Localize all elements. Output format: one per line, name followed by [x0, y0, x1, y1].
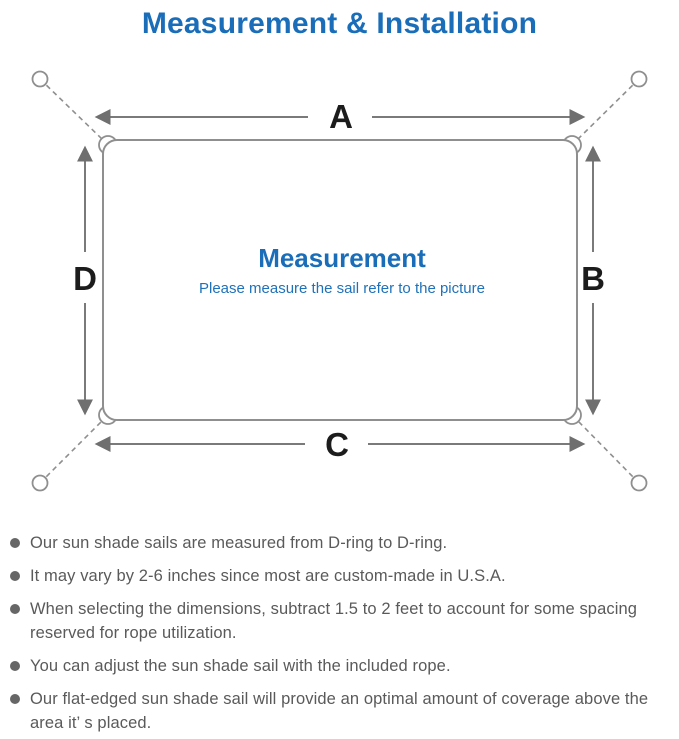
- note-item-1: [10, 531, 665, 555]
- bullet-icon: [10, 571, 20, 581]
- rope-line-bottom-right: [577, 420, 639, 483]
- bullet-icon: [10, 694, 20, 704]
- page-title: Measurement & Installation: [141, 7, 538, 40]
- anchor-ring-top-right-icon: [632, 72, 647, 87]
- rope-line-bottom-left: [40, 420, 103, 483]
- note-text-2: It may vary by 2-6 inches since most are custom-made in U.S.A.: [30, 567, 506, 585]
- bullet-icon: [10, 538, 20, 548]
- bullet-icon: [10, 604, 20, 614]
- note-item-3: [10, 597, 665, 645]
- rope-line-top-right: [577, 79, 639, 140]
- dimension-label-b: B: [581, 260, 605, 297]
- note-text-5: Our flat-edged sun shade sail will provide an optimal amount of coverage above the area it’ s placed.: [30, 690, 649, 732]
- note-item-5: [10, 687, 665, 735]
- diagram-caption-subtitle: Please measure the sail refer to the picture: [199, 280, 485, 297]
- bullet-icon: [10, 661, 20, 671]
- anchor-ring-bottom-left-icon: [33, 476, 48, 491]
- note-item-4: [10, 654, 665, 678]
- measurement-diagram: [0, 55, 679, 515]
- anchor-ring-bottom-right-icon: [632, 476, 647, 491]
- dimension-label-d: D: [73, 260, 97, 297]
- notes-list: [0, 531, 679, 735]
- anchor-ring-top-left-icon: [33, 72, 48, 87]
- diagram-caption-title: Measurement: [258, 243, 426, 273]
- rope-line-top-left: [40, 79, 103, 140]
- note-text-3: When selecting the dimensions, subtract 1.5 to 2 feet to account for some spacing reserved for rope utilization.: [30, 600, 638, 642]
- note-item-2: [10, 564, 665, 588]
- dimension-label-c: C: [325, 426, 349, 463]
- note-text-4: You can adjust the sun shade sail with the included rope.: [30, 657, 451, 675]
- dimension-label-a: A: [329, 98, 353, 135]
- note-text-1: Our sun shade sails are measured from D-ring to D-ring.: [30, 534, 448, 552]
